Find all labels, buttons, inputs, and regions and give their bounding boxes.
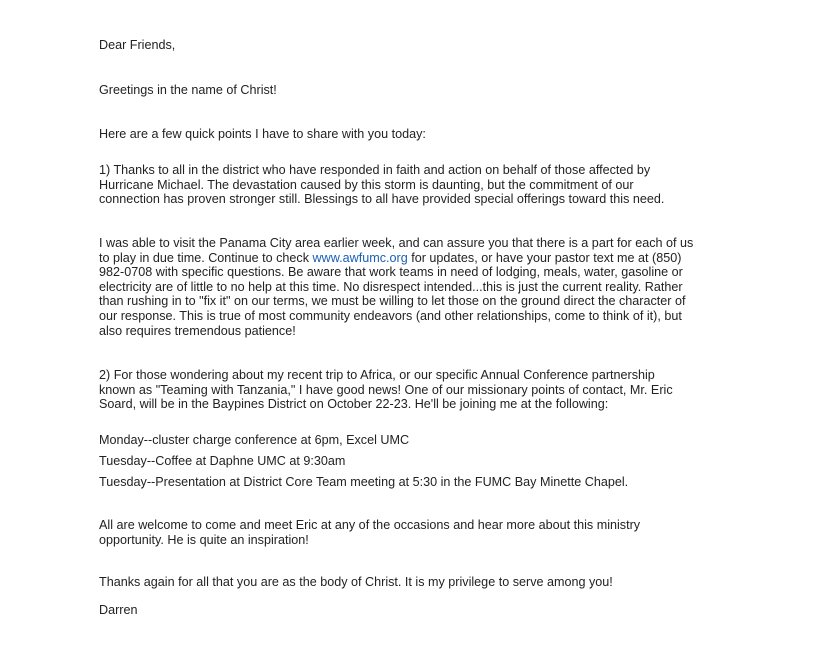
point-two-paragraph [99, 368, 739, 412]
paragraph-line: Soard, will be in the Baypines District on October 22-23. He'll be joining me at the following: [99, 397, 609, 412]
panama-city-paragraph [99, 236, 739, 338]
paragraph-line: than rushing in to "fix it" on our terms, we must be willing to let those on the ground direct the character of [99, 294, 686, 309]
salutation: Dear Friends, [99, 38, 176, 52]
paragraph-line [99, 251, 739, 266]
paragraph-line: known as "Teaming with Tanzania," I have good news! One of our missionary points of contact, Mr. Eric [99, 382, 673, 397]
paragraph-line: I was able to visit the Panama City area earlier week, and can assure you that there is a part for each of us [99, 236, 694, 250]
line-text: for updates, or have your pastor text me at (850) [407, 250, 682, 265]
schedule-item-monday: Monday--cluster charge conference at 6pm, Excel UMC [99, 433, 410, 447]
welcome-paragraph [99, 518, 739, 547]
signature: Darren [99, 603, 138, 617]
greeting: Greetings in the name of Christ! [99, 83, 277, 97]
paragraph-line: 1) Thanks to all in the district who have responded in faith and action on behalf of those affected by [99, 163, 651, 177]
closing-line: Thanks again for all that you are as the body of Christ. It is my privilege to serve among you! [99, 575, 613, 589]
intro-line: Here are a few quick points I have to share with you today: [99, 127, 426, 141]
schedule-item-tuesday-coffee: Tuesday--Coffee at Daphne UMC at 9:30am [99, 454, 346, 468]
paragraph-line: Hurricane Michael. The devastation caused by this storm is daunting, but the commitment of our [99, 177, 634, 192]
line-text: to play in due time. Continue to check [99, 250, 313, 265]
paragraph-line: 982-0708 with specific questions. Be aware that work teams in need of lodging, meals, water, gasoline or [99, 265, 683, 280]
paragraph-line: our response. This is true of most community endeavors (and other relationships, come to think of it), but [99, 308, 682, 323]
paragraph-line: All are welcome to come and meet Eric at any of the occasions and hear more about this ministry [99, 518, 641, 532]
paragraph-line: electricity are of little to no help at this time. No disrespect intended...this is just the current reality. Rather [99, 279, 683, 294]
paragraph-line: 2) For those wondering about my recent trip to Africa, or our specific Annual Conference partnership [99, 368, 655, 382]
paragraph-line: connection has proven stronger still. Blessings to all have provided special offerings toward this need. [99, 192, 665, 207]
schedule-item-tuesday-presentation: Tuesday--Presentation at District Core Team meeting at 5:30 in the FUMC Bay Minette Chapel. [99, 475, 629, 489]
paragraph-line: opportunity. He is quite an inspiration! [99, 532, 309, 547]
paragraph-line: also requires tremendous patience! [99, 323, 296, 338]
point-one-paragraph [99, 163, 739, 207]
website-link[interactable]: www.awfumc.org [312, 250, 408, 265]
